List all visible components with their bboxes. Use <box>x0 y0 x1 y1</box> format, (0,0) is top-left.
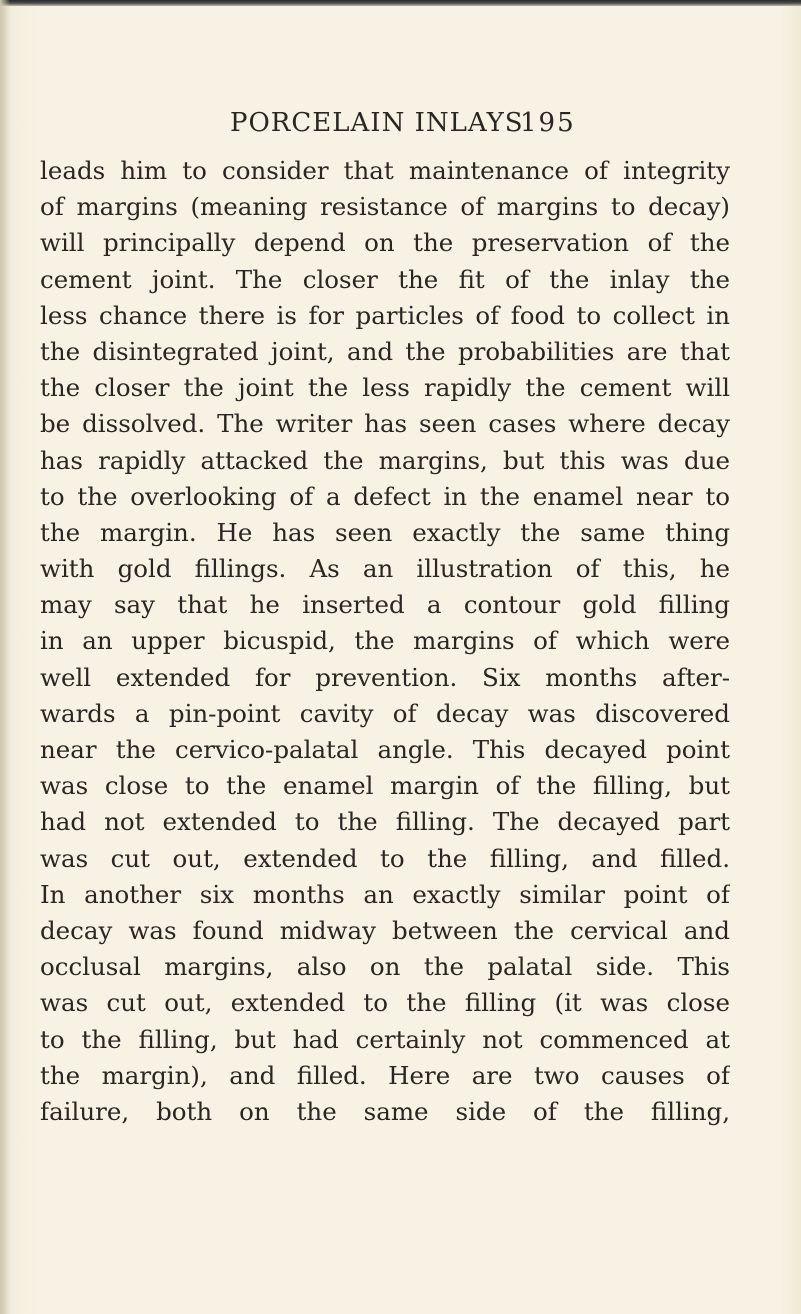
text-line: be dissolved. The writer has seen cases where decay <box>40 409 730 439</box>
text-line: the closer the joint the less rapidly the cement will <box>40 373 730 403</box>
text-line: was close to the enamel margin of the filling, but <box>40 771 730 801</box>
text-line: cement joint. The closer the fit of the inlay the <box>40 264 730 294</box>
text-line: in an upper bicuspid, the margins of which were <box>40 626 730 656</box>
text-line: leads him to consider that maintenance of integrity <box>40 156 730 185</box>
text-line: to the overlooking of a defect in the enamel near to <box>40 481 730 511</box>
text-line: had not extended to the filling. The decayed part <box>40 807 730 837</box>
text-line: the margin), and filled. Here are two causes of <box>40 1060 730 1090</box>
text-line: will principally depend on the preservation of the <box>40 228 730 258</box>
text-line: with gold fillings. As an illustration of this, he <box>40 554 730 584</box>
text-line: the disintegrated joint, and the probabilities are that <box>40 336 730 366</box>
text-line: decay was found midway between the cervical and <box>40 915 730 945</box>
text-line: of margins (meaning resistance of margins to decay) <box>40 192 730 222</box>
page-number: 195 <box>520 108 576 138</box>
page-top-edge <box>0 0 801 6</box>
text-line: In another six months an exactly similar point of <box>40 879 730 909</box>
text-line: occlusal margins, also on the palatal side. This <box>40 952 730 982</box>
text-line: has rapidly attacked the margins, but this was due <box>40 445 730 475</box>
running-head <box>230 108 650 148</box>
text-line: to the filling, but had certainly not commenced at <box>40 1024 730 1054</box>
gutter-shadow <box>0 0 10 1314</box>
text-line: failure, both on the same side of the filling, <box>40 1096 730 1126</box>
text-line: wards a pin-point cavity of decay was discovered <box>40 698 730 728</box>
text-line: the margin. He has seen exactly the same thing <box>40 517 730 547</box>
text-line: well extended for prevention. Six months after- <box>40 662 730 692</box>
text-line: less chance there is for particles of food to collect in <box>40 300 730 330</box>
text-line: may say that he inserted a contour gold filling <box>40 590 730 620</box>
body-text <box>40 153 730 1130</box>
text-line: was cut out, extended to the filling (it was close <box>40 988 730 1018</box>
text-line: was cut out, extended to the filling, and filled. <box>40 843 730 873</box>
running-head-title: PORCELAIN INLAYS <box>230 108 524 138</box>
text-line: near the cervico-palatal angle. This decayed point <box>40 735 730 764</box>
